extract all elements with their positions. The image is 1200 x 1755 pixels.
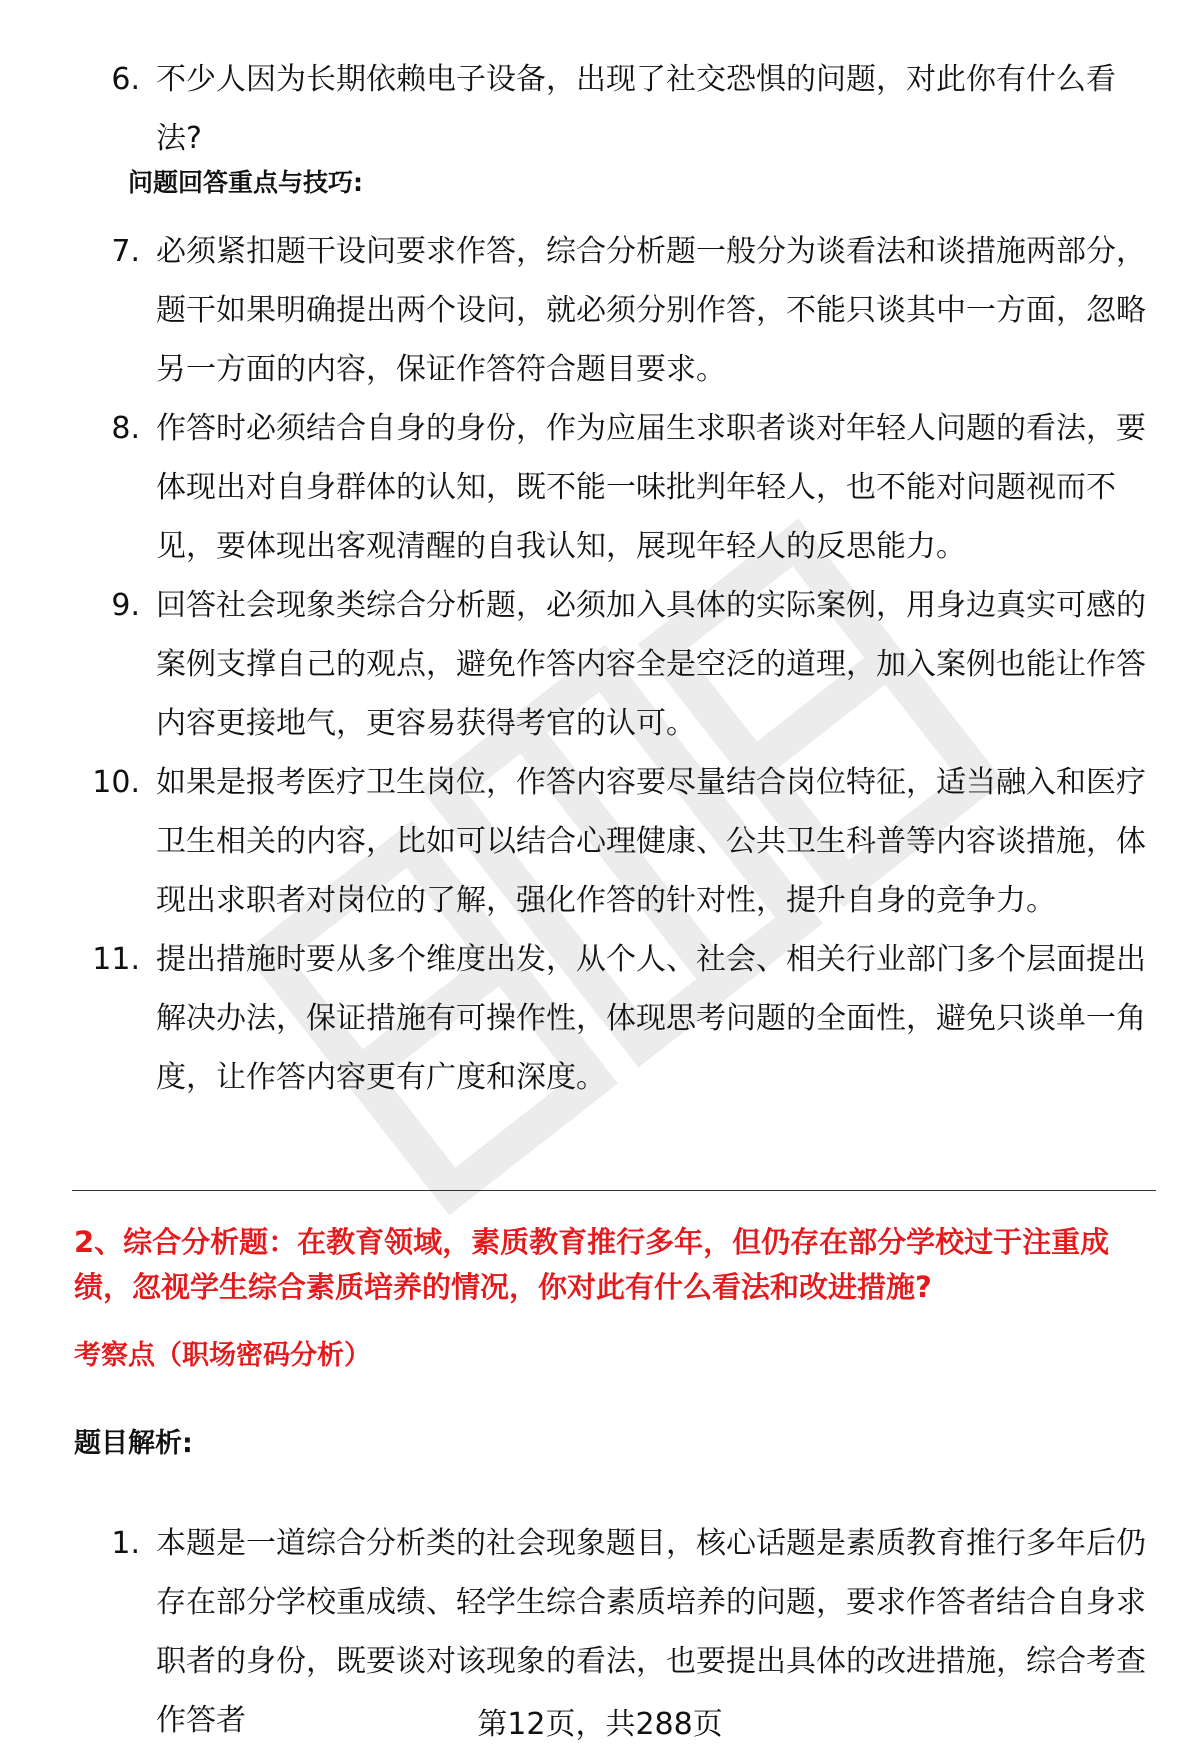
list-item (70, 222, 1150, 399)
list-text: 必须紧扣题干设问要求作答，综合分析题一般分为谈看法和谈措施两部分，题干如果明确提出两个设问，就必须分别作答，不能只谈其中一方面，忽略另一方面的内容，保证作答符合题目要求。 (156, 234, 1146, 387)
list-item (70, 576, 1150, 753)
list-item (70, 753, 1150, 930)
list-item (70, 930, 1150, 1107)
list-text: 如果是报考医疗卫生岗位，作答内容要尽量结合岗位特征，适当融入和医疗卫生相关的内容，比如可以结合心理健康、公共卫生科普等内容谈措施，体现出求职者对岗位的了解，强化作答的针对性，提升自身的竞争力。 (156, 765, 1146, 918)
list-number: 7. (111, 234, 140, 269)
analysis-label: 题目解析: (74, 1428, 193, 1459)
list-number: 11. (92, 942, 140, 977)
page-footer: 第12页，共288页 (477, 1707, 723, 1742)
question-heading: 2、综合分析题：在教育领域，素质教育推行多年，但仍存在部分学校过于注重成绩，忽视学生综合素质培养的情况，你对此有什么看法和改进措施? (74, 1225, 1110, 1304)
list-text: 回答社会现象类综合分析题，必须加入具体的实际案例，用身边真实可感的案例支撑自己的观点，避免作答内容全是空泛的道理，加入案例也能让作答内容更接地气，更容易获得考官的认可。 (156, 588, 1146, 741)
list-item (70, 399, 1150, 576)
tips-label: 问题回答重点与技巧: (128, 168, 363, 197)
section-divider (72, 1190, 1156, 1191)
list-text: 本题是一道综合分析类的社会现象题目，核心话题是素质教育推行多年后仍存在部分学校重成绩、轻学生综合素质培养的问题，要求作答者结合自身求职者的身份，既要谈对该现象的看法，也要提出具体的改进措施，综合考查作答者 (156, 1526, 1146, 1738)
list-number: 9. (111, 588, 140, 623)
list-number: 6. (111, 62, 140, 97)
list-text: 不少人因为长期依赖电子设备，出现了社交恐惧的问题，对此你有什么看法? (156, 62, 1116, 156)
exam-point-heading: 考察点（职场密码分析） (74, 1340, 371, 1371)
list-item (70, 50, 1150, 168)
list-text: 作答时必须结合自身的身份，作为应届生求职者谈对年轻人问题的看法，要体现出对自身群体的认知，既不能一味批判年轻人，也不能对问题视而不见，要体现出客观清醒的自我认知，展现年轻人的反思能力。 (156, 411, 1146, 564)
list-number: 10. (92, 765, 140, 800)
list-number: 1. (111, 1526, 140, 1561)
list-number: 8. (111, 411, 140, 446)
list-text: 提出措施时要从多个维度出发，从个人、社会、相关行业部门多个层面提出解决办法，保证措施有可操作性，体现思考问题的全面性，避免只谈单一角度，让作答内容更有广度和深度。 (156, 942, 1146, 1095)
